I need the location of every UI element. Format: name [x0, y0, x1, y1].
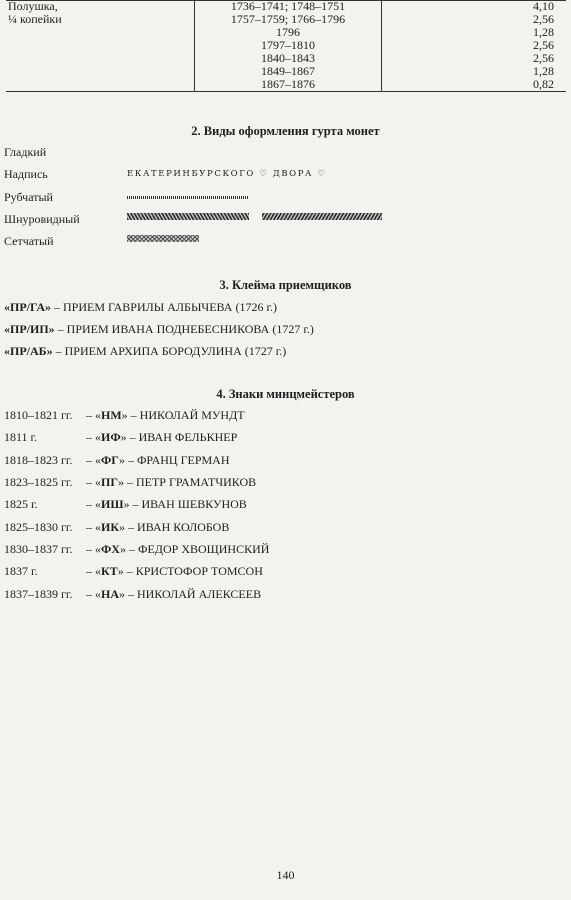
- mesh-edge-sample: [127, 235, 199, 242]
- ribbed-edge-sample: [127, 196, 249, 199]
- edge-label-rope: Шнуровидный: [4, 212, 80, 226]
- mintmaster-item: 1837 г. – «КТ» – КРИСТОФОР ТОМСОН: [4, 564, 263, 578]
- mintmaster-years: 1818–1823 гг.: [4, 453, 73, 467]
- denomination-cell: [6, 52, 195, 65]
- edge-inscription-text: ЕКАТЕРИНБУРСКОГО ♡ ДВОРА ♡: [127, 169, 327, 179]
- edge-label-smooth: Гладкий: [4, 145, 47, 159]
- acceptor-mark-code: «ПР/ГА»: [4, 300, 51, 314]
- mintmaster-mark: НА: [101, 587, 119, 601]
- mintmaster-name: ПЕТР ГРАМАТЧИКОВ: [135, 475, 257, 489]
- denomination-cell: [6, 39, 195, 52]
- years-cell: 1797–1810: [195, 39, 382, 52]
- edge-label-mesh: Сетчатый: [4, 234, 54, 248]
- coin-weight-table: [6, 0, 566, 92]
- mintmaster-mark: ФХ: [101, 542, 120, 556]
- denomination-cell: ¼ копейки: [8, 12, 62, 26]
- acceptor-mark-code: «ПР/АБ»: [4, 344, 53, 358]
- mintmaster-item: 1830–1837 гг. – «ФХ» – ФЕДОР ХВОЩИНСКИЙ: [4, 542, 270, 556]
- years-cell: 1849–1867: [195, 65, 382, 78]
- rope-edge-sample-right: [262, 213, 382, 220]
- mintmaster-name: НИКОЛАЙ АЛЕКСЕЕВ: [137, 587, 262, 601]
- page-number: 140: [276, 868, 295, 882]
- mintmaster-mark: НМ: [101, 408, 122, 422]
- acceptor-mark-item: [4, 300, 277, 315]
- mintmaster-item: 1837–1839 гг. – «НА» – НИКОЛАЙ АЛЕКСЕЕВ: [4, 587, 262, 601]
- mintmaster-item: 1823–1825 гг. – «ПГ» – ПЕТР ГРАМАТЧИКОВ: [4, 475, 257, 489]
- denomination-cell: [6, 26, 195, 39]
- section-title-mintmaster-marks: 4. Знаки минцмейстеров: [216, 387, 355, 401]
- acceptor-mark-item: [4, 344, 286, 359]
- mintmaster-name: НИКОЛАЙ МУНДТ: [139, 408, 245, 422]
- value-cell: 0,82: [382, 78, 567, 92]
- mintmaster-years: 1810–1821 гг.: [4, 408, 73, 422]
- value-cell: 1,28: [382, 26, 567, 39]
- edge-label-inscription: Надпись: [4, 167, 48, 181]
- mintmaster-item: 1825–1830 гг. – «ИК» – ИВАН КОЛОБОВ: [4, 520, 230, 534]
- mintmaster-years: 1837 г.: [4, 564, 38, 578]
- mintmaster-years: 1825–1830 гг.: [4, 520, 73, 534]
- denomination-cell: [6, 65, 195, 78]
- mintmaster-years: 1830–1837 гг.: [4, 542, 73, 556]
- mintmaster-years: 1825 г.: [4, 497, 38, 511]
- acceptor-mark-text: – ПРИЕМ ИВАНА ПОДНЕБЕСНИКОВА (1727 г.): [54, 322, 314, 336]
- mintmaster-years: 1823–1825 гг.: [4, 475, 73, 489]
- table-row: [6, 78, 566, 92]
- value-cell: 4,10: [382, 0, 567, 13]
- value-cell: 2,56: [382, 52, 567, 65]
- denomination-cell: [6, 78, 195, 92]
- mintmaster-item: 1810–1821 гг. – «НМ» – НИКОЛАЙ МУНДТ: [4, 408, 245, 422]
- mintmaster-item: 1818–1823 гг. – «ФГ» – ФРАНЦ ГЕРМАН: [4, 453, 230, 467]
- mintmaster-item: 1825 г. – «ИШ» – ИВАН ШЕВКУНОВ: [4, 497, 247, 511]
- mintmaster-item: 1811 г. – «ИФ» – ИВАН ФЕЛЬКНЕР: [4, 430, 238, 444]
- denomination-cell: Полушка,: [8, 0, 58, 13]
- mintmaster-name: ФЕДОР ХВОЩИНСКИЙ: [137, 542, 270, 556]
- acceptor-mark-code: «ПР/ИП»: [4, 322, 55, 336]
- mintmaster-mark: ИФ: [101, 430, 121, 444]
- section-title-acceptor-marks: 3. Клейма приемщиков: [219, 278, 352, 292]
- edge-label-ribbed: Рубчатый: [4, 190, 53, 204]
- value-cell: 1,28: [382, 65, 567, 78]
- value-cell: 2,56: [382, 13, 567, 26]
- section-title-edge-types: 2. Виды оформления гурта монет: [191, 124, 380, 138]
- mintmaster-name: КРИСТОФОР ТОМСОН: [135, 564, 263, 578]
- mintmaster-name: ФРАНЦ ГЕРМАН: [136, 453, 230, 467]
- years-cell: 1867–1876: [195, 78, 382, 92]
- value-cell: 2,56: [382, 39, 567, 52]
- rope-edge-sample-left: [127, 213, 249, 220]
- mintmaster-years: 1837–1839 гг.: [4, 587, 73, 601]
- mintmaster-mark: КТ: [101, 564, 118, 578]
- mintmaster-mark: ПГ: [101, 475, 118, 489]
- mintmaster-mark: ИК: [101, 520, 120, 534]
- years-cell: 1757–1759; 1766–1796: [195, 13, 382, 26]
- years-cell: 1796: [195, 26, 382, 39]
- mintmaster-mark: ИШ: [101, 497, 124, 511]
- mintmaster-years: 1811 г.: [4, 430, 38, 444]
- years-cell: 1840–1843: [195, 52, 382, 65]
- acceptor-mark-text: – ПРИЕМ ГАВРИЛЫ АЛБЫЧЕВА (1726 г.): [51, 300, 278, 314]
- mintmaster-name: ИВАН КОЛОБОВ: [137, 520, 230, 534]
- mintmaster-name: ИВАН ФЕЛЬКНЕР: [138, 430, 238, 444]
- years-cell: 1736–1741; 1748–1751: [195, 0, 382, 13]
- mintmaster-mark: ФГ: [101, 453, 119, 467]
- mintmaster-name: ИВАН ШЕВКУНОВ: [141, 497, 247, 511]
- acceptor-mark-text: – ПРИЕМ АРХИПА БОРОДУЛИНА (1727 г.): [52, 344, 287, 358]
- acceptor-mark-item: [4, 322, 314, 337]
